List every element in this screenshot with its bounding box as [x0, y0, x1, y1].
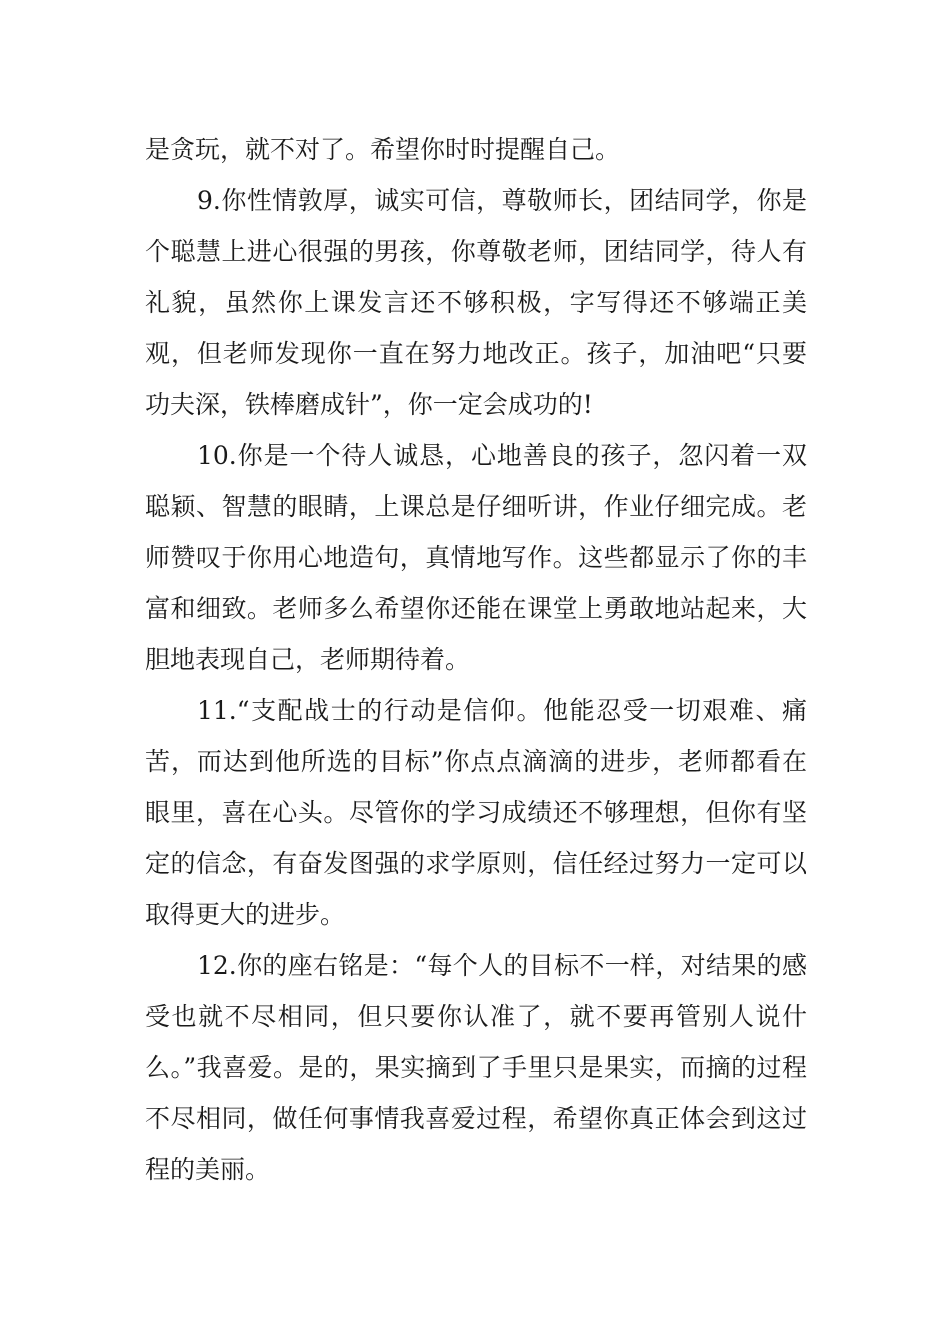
paragraph-item-9: 9.你性情敦厚，诚实可信，尊敬师长，团结同学，你是个聪慧上进心很强的男孩，你尊敬老师，团结同学，待人有礼貌，虽然你上课发言还不够积极，字写得还不够端正美观，但老师发现你一直在努力地改正。孩子，加油吧“只要功夫深，铁棒磨成针”，你一定会成功的! [145, 186, 807, 419]
paragraph-item-10: 10.你是一个待人诚恳，心地善良的孩子，忽闪着一双聪颖、智慧的眼睛，上课总是仔细听讲，作业仔细完成。老师赞叹于你用心地造句，真情地写作。这些都显示了你的丰富和细致。老师多么希望你还能在课堂上勇敢地站起来，大胆地表现自己，老师期待着。 [145, 441, 807, 674]
body-text [145, 124, 807, 1195]
paragraph-continuation: 是贪玩，就不对了。希望你时时提醒自己。 [145, 135, 621, 164]
paragraph-item-12: 12.你的座右铭是：“每个人的目标不一样，对结果的感受也就不尽相同，但只要你认准了，就不要再管别人说什么。”我喜爱。是的，果实摘到了手里只是果实，而摘的过程不尽相同，做任何事情我喜爱过程，希望你真正体会到这过程的美丽。 [145, 951, 807, 1184]
paragraph-item-11: 11.“支配战士的行动是信仰。他能忍受一切艰难、痛苦，而达到他所选的目标”你点点滴滴的进步，老师都看在眼里，喜在心头。尽管你的学习成绩还不够理想，但你有坚定的信念，有奋发图强的求学原则，信任经过努力一定可以取得更大的进步。 [145, 696, 807, 929]
